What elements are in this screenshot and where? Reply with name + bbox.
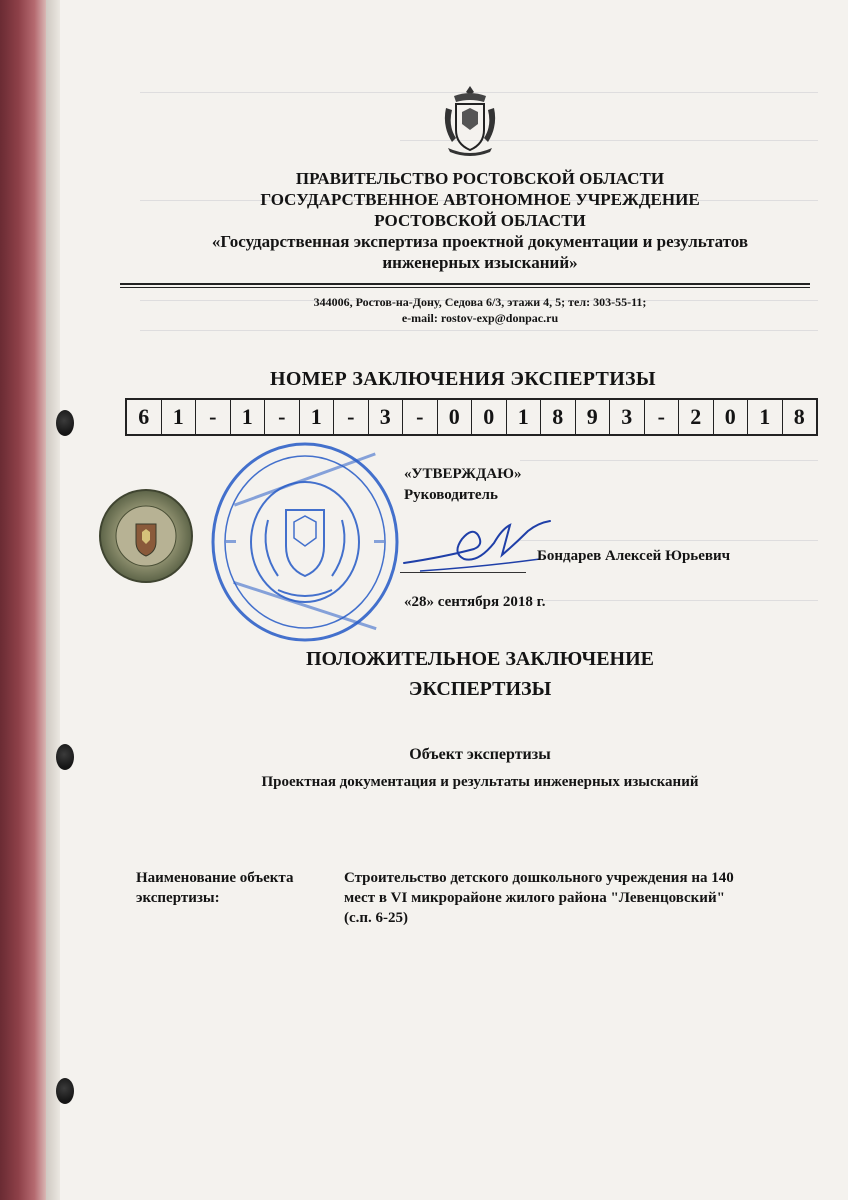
header-line-org-name-end: инженерных изысканий» — [382, 253, 578, 272]
expertise-number-cell: 3 — [610, 400, 645, 434]
conclusion-title-end: ЭКСПЕРТИЗЫ — [408, 678, 552, 700]
expertise-number-box — [125, 398, 818, 436]
address-line: 344006, Ростов-на-Дону, Седова 6/3, этажи 4, 5; тел: 303-55-11; — [313, 295, 647, 309]
expertise-number-cell: - — [196, 400, 231, 434]
approve-heading: «УТВЕРЖДАЮ» — [404, 466, 522, 482]
binder-spine — [0, 0, 46, 1200]
punch-hole-bottom — [56, 1078, 74, 1104]
header-rule-thin — [120, 287, 810, 288]
expertise-number-cell: 6 — [127, 400, 162, 434]
expertise-number-cell: - — [265, 400, 300, 434]
header-rule — [120, 283, 810, 285]
expertise-number-cell: 8 — [541, 400, 576, 434]
header-line-org-name: «Государственная экспертиза проектной документации и результатов — [211, 232, 749, 251]
expertise-number-cell: - — [645, 400, 680, 434]
expertise-number-cell: 8 — [793, 404, 805, 429]
email-label: e-mail: — [401, 311, 438, 325]
handwritten-signature — [400, 505, 560, 580]
approver-position: Руководитель — [404, 487, 498, 503]
expertise-number-cell: - — [403, 400, 438, 434]
official-round-stamp-icon — [208, 440, 403, 645]
expertise-number-cell: 0 — [714, 400, 749, 434]
address-block — [160, 294, 800, 326]
object-name-value: Строительство детского дошкольного учреждения на 140 мест в VI микрорайоне жилого района "Левенцовский" (с.п. 6-25) — [344, 870, 734, 926]
object-name-label: Наименование объекта экспертизы: — [136, 870, 294, 906]
expertise-number-cell: 9 — [576, 400, 611, 434]
object-description: Проектная документация и результаты инженерных изысканий — [261, 774, 699, 790]
expertise-number-cell: 1 — [162, 400, 197, 434]
approver-name: Бондарев Алексей Юрьевич — [537, 548, 731, 564]
expertise-number-cell: 2 — [679, 400, 714, 434]
signature-line — [400, 572, 526, 573]
approval-date: «28» сентября 2018 г. — [404, 594, 546, 610]
header-line-region: РОСТОВСКОЙ ОБЛАСТИ — [374, 211, 586, 230]
punch-hole-top — [56, 410, 74, 436]
header-line-institution: ГОСУДАРСТВЕННОЕ АВТОНОМНОЕ УЧРЕЖДЕНИЕ — [260, 190, 700, 209]
expertise-number-title: НОМЕР ЗАКЛЮЧЕНИЯ ЭКСПЕРТИЗЫ — [270, 368, 656, 390]
header-line-government: ПРАВИТЕЛЬСТВО РОСТОВСКОЙ ОБЛАСТИ — [295, 169, 665, 188]
expertise-number-cell: 0 — [438, 400, 473, 434]
coat-of-arms-icon — [440, 82, 500, 160]
object-heading: Объект экспертизы — [409, 746, 551, 763]
expertise-number-cell: 0 — [472, 400, 507, 434]
conclusion-title: ПОЛОЖИТЕЛЬНОЕ ЗАКЛЮЧЕНИЕ — [305, 648, 655, 670]
punch-hole-middle — [56, 744, 74, 770]
expertise-number-cell: 1 — [748, 400, 783, 434]
email-link[interactable]: rostov-exp@donpac.ru — [440, 311, 559, 325]
expertise-number-cell: 1 — [231, 400, 266, 434]
hologram-seal-icon — [98, 488, 194, 584]
expertise-number-cell: - — [334, 400, 369, 434]
expertise-number-cell: 1 — [507, 400, 542, 434]
expertise-number-cell: 1 — [300, 400, 335, 434]
expertise-number-cell: 3 — [369, 400, 404, 434]
page-stack-edge — [46, 0, 60, 1200]
